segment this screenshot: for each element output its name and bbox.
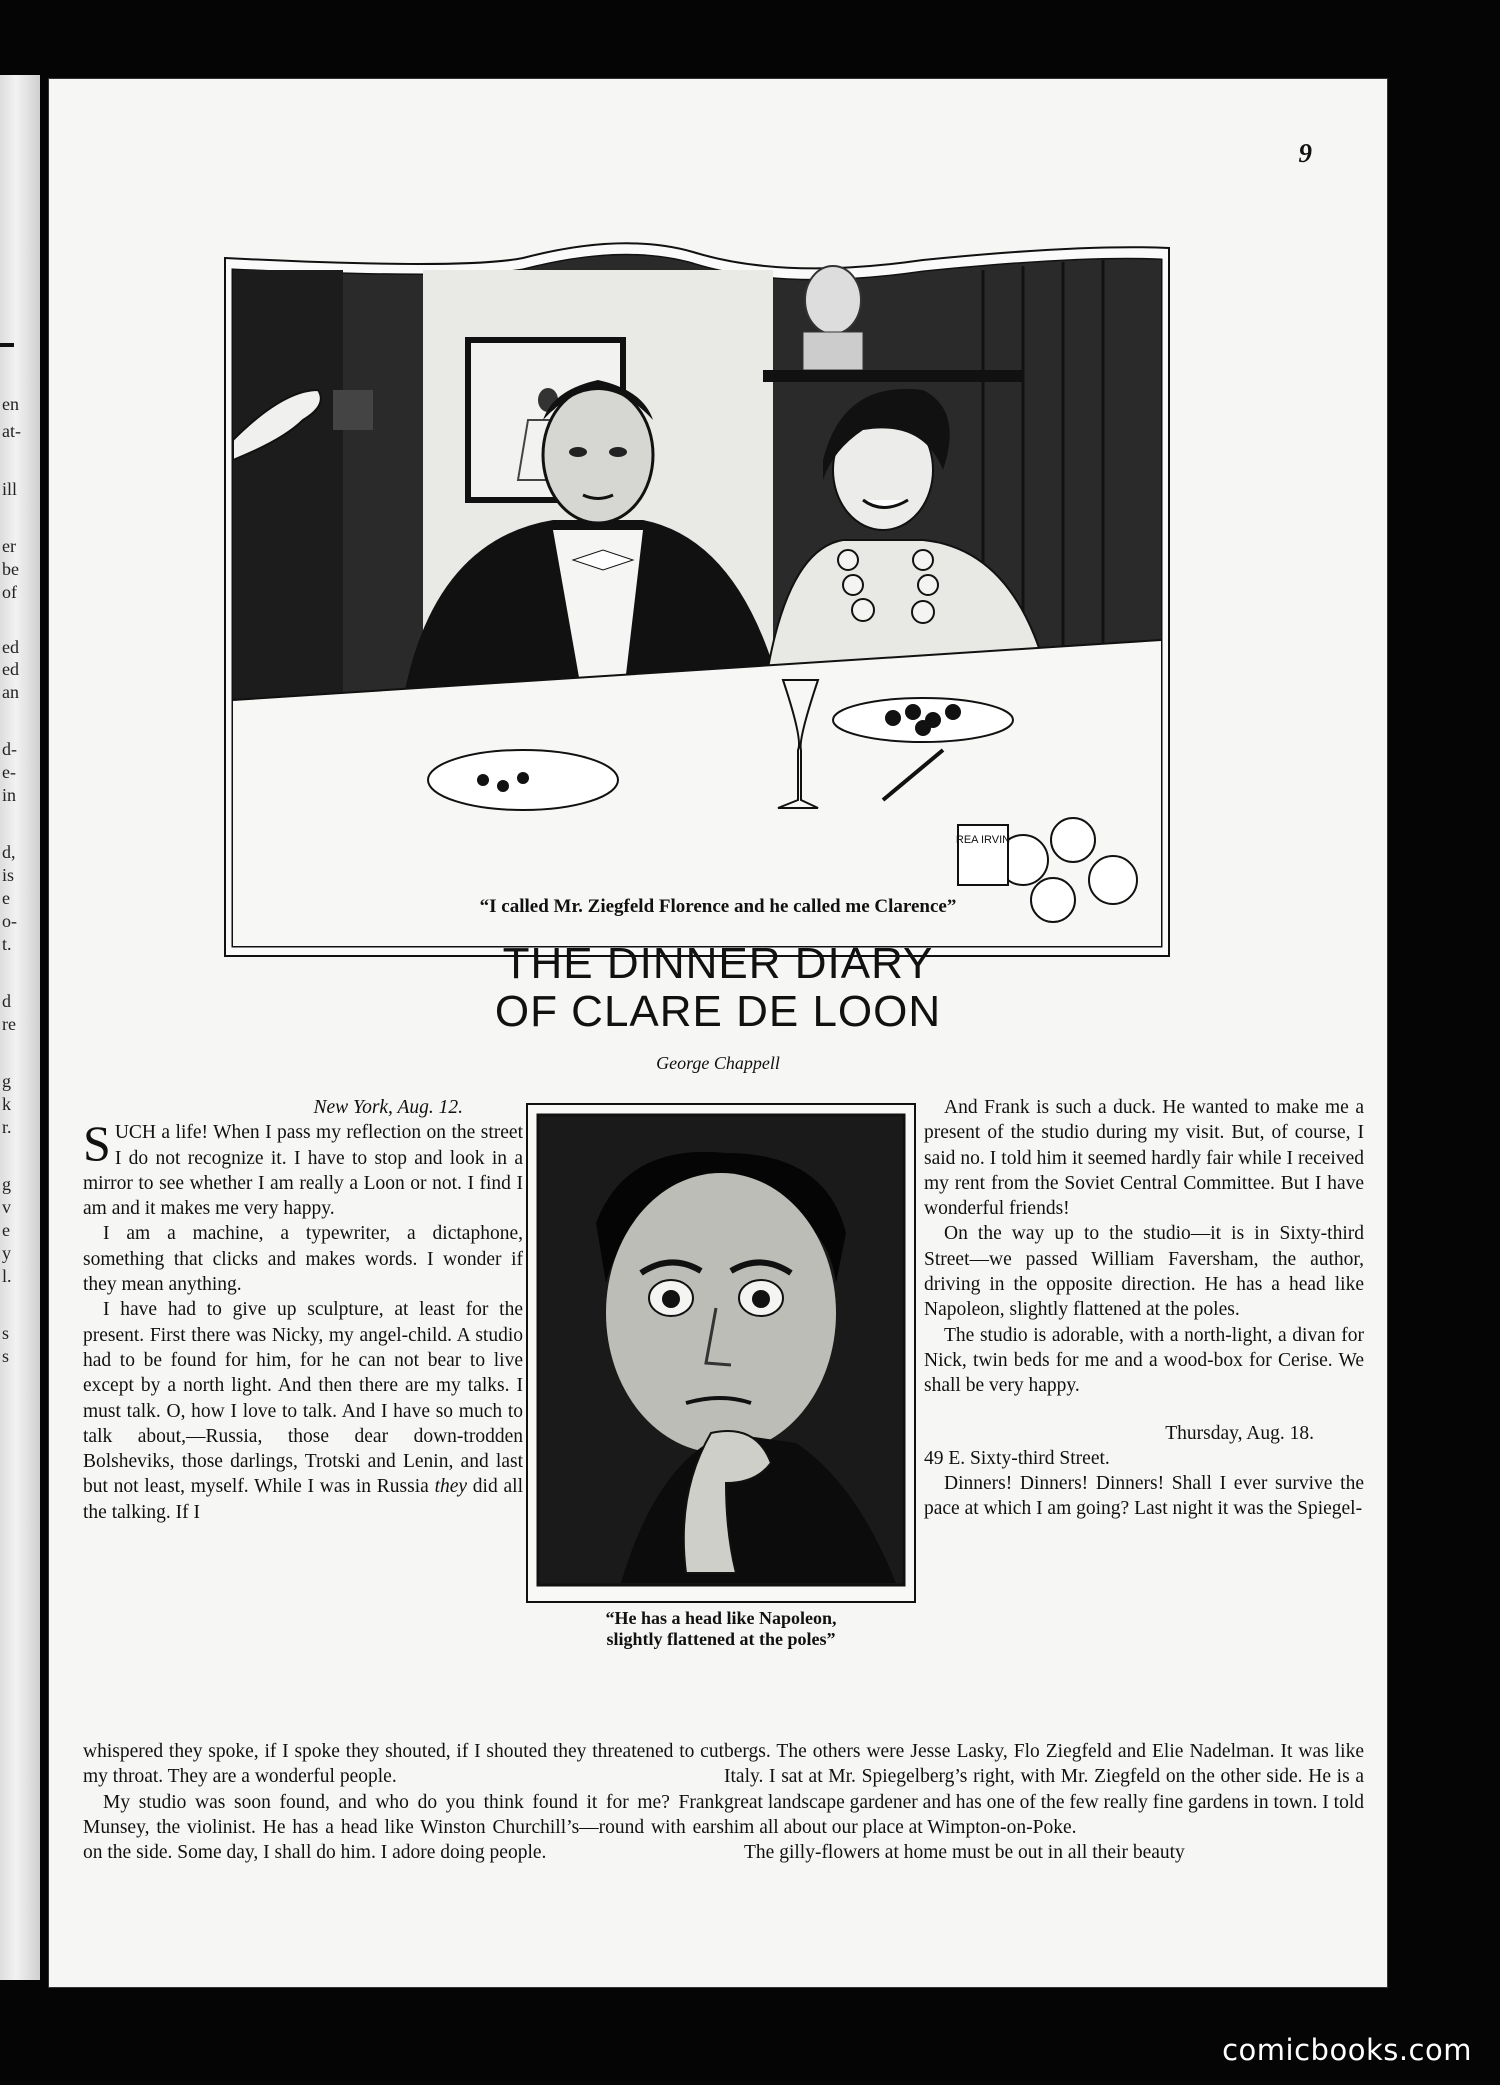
paragraph: bergs. The others were Jesse Lasky, Flo Ziegfeld and Elie Nadelman. It was like Italy. I sat at Mr. Spiegelberg’s right, with Mr. Ziegfeld on the other side. He is a great landscape gardener and has one of the few really fine gardens in town. I told him all about our place at Wimpton-on-Poke.: [724, 1741, 1364, 1838]
paragraph: Dinners! Dinners! Dinners! Shall I ever survive the pace at which I am going? Last night it was the Spiegel-: [924, 1473, 1364, 1520]
previous-page-fragment: ed: [2, 659, 19, 679]
portrait-caption-line-2: slightly flattened at the poles”: [606, 1629, 836, 1649]
previous-page-fragment: r.: [2, 1117, 12, 1137]
portrait-caption-line-1: “He has a head like Napoleon,: [605, 1608, 837, 1628]
title-line-2: OF CLARE DE LOON: [494, 987, 942, 1036]
paragraph: The studio is adorable, with a north-light, a divan for Nick, twin beds for me and a wood-box for Cerise. We shall be very happy.: [924, 1324, 1364, 1397]
title-line-1: THE DINNER DIARY: [502, 939, 934, 988]
previous-page-fragment: e: [2, 1220, 10, 1240]
previous-page-rule: [0, 343, 14, 347]
previous-page-fragment: s: [2, 1323, 10, 1343]
portrait-caption: [526, 1608, 916, 1650]
byline: George Chappell: [656, 1053, 780, 1073]
previous-page-fragment: l.: [2, 1266, 12, 1286]
previous-page-fragment: in: [2, 785, 17, 805]
previous-page-fragment: re: [2, 1014, 16, 1034]
paragraph: The gilly-flowers at home must be out in all their beauty: [744, 1842, 1185, 1864]
left-column: [83, 1095, 523, 1525]
bottom-right-column: [724, 1739, 1364, 1865]
previous-page-fragment: er: [2, 536, 16, 556]
previous-page-fragment: d,: [2, 842, 16, 862]
dateline: Thursday, Aug. 18.: [1165, 1422, 1314, 1444]
previous-page-fragment: v: [2, 1197, 11, 1217]
previous-page-fragment: s: [2, 1346, 10, 1366]
previous-page-edge: [0, 75, 40, 1980]
previous-page-fragment: d-: [2, 739, 17, 759]
dateline: New York, Aug. 12.: [313, 1097, 463, 1118]
top-illustration-caption: “I called Mr. Ziegfeld Florence and he called me Clarence”: [479, 896, 957, 917]
magazine-page: [48, 78, 1388, 1988]
portrait-illustration: [526, 1103, 916, 1618]
previous-page-fragment: o-: [2, 911, 17, 931]
previous-page-fragment: at-: [2, 421, 21, 441]
previous-page-fragment: g: [2, 1071, 11, 1091]
paragraph: SUCH a life! When I pass my reflection on the street I do not recognize it. I have to stop and look in a mirror to see whether I am really a Loon or not. I find I am and it makes me very happy.: [83, 1115, 523, 1220]
watermark: comicbooks.com: [1222, 2033, 1472, 2067]
previous-page-fragment: ill: [2, 479, 18, 499]
previous-page-fragment: ed: [2, 637, 19, 657]
previous-page-fragment: is: [2, 865, 15, 885]
article-title: [48, 940, 1388, 1036]
dinner-illustration: [223, 240, 1171, 958]
previous-page-fragment: e-: [2, 762, 16, 782]
page-number: 9: [1298, 138, 1312, 168]
previous-page-fragment: be: [2, 559, 19, 579]
paragraph: And Frank is such a duck. He wanted to make me a present of the studio during my visit. But, of course, I said no. I told him it seemed hardly fair while I received my rent from the Soviet Central Committee. But I have wonderful friends!: [924, 1097, 1364, 1220]
previous-page-fragment: y: [2, 1243, 11, 1263]
previous-page-fragment: e: [2, 888, 10, 908]
previous-page-fragment: en: [2, 394, 19, 414]
paragraph: On the way up to the studio—it is in Sixty-third Street—we passed William Faversham, the author, driving in the opposite direction. He has a head like Napoleon, slightly flattened at the poles.: [924, 1223, 1364, 1321]
previous-page-fragment: d: [2, 991, 11, 1011]
previous-page-fragment: g: [2, 1174, 11, 1194]
previous-page-fragment: of: [2, 582, 17, 602]
paragraph: I am a machine, a typewriter, a dictaphone, something that clicks and makes words. I wonder if they mean anything.: [83, 1223, 523, 1296]
artist-signature: REA IRVIN: [955, 834, 1011, 846]
right-column: [924, 1095, 1364, 1522]
previous-page-fragment: t.: [2, 934, 12, 954]
address-line: 49 E. Sixty-third Street.: [924, 1447, 1110, 1469]
previous-page-fragment: an: [2, 682, 19, 702]
bottom-left-column: [83, 1739, 724, 1865]
paragraph: My studio was soon found, and who do you think found it for me? Frank Munsey, the violinist. He has a head like Winston Churchill’s—round with ears on the side. Some day, I shall do him. I adore doing people.: [83, 1791, 724, 1864]
paragraph: I have had to give up sculpture, at least for the present. First there was Nicky, my angel-child. A studio had to be found for him, for he can not bear to live except by a north light. And then there are my talks. I must talk. O, how I love to talk. And I have so much to talk about,—Russia, those dear down-trodden Bolsheviks, those darlings, Trotski and Lenin, and last but not least, myself. While I was in Russia they did all the talking. If I: [83, 1299, 523, 1523]
previous-page-fragment: k: [2, 1094, 11, 1114]
drop-cap: S: [83, 1115, 111, 1172]
paragraph: whispered they spoke, if I spoke they shouted, if I shouted they threatened to cut my throat. They are a wonderful people.: [83, 1741, 724, 1788]
